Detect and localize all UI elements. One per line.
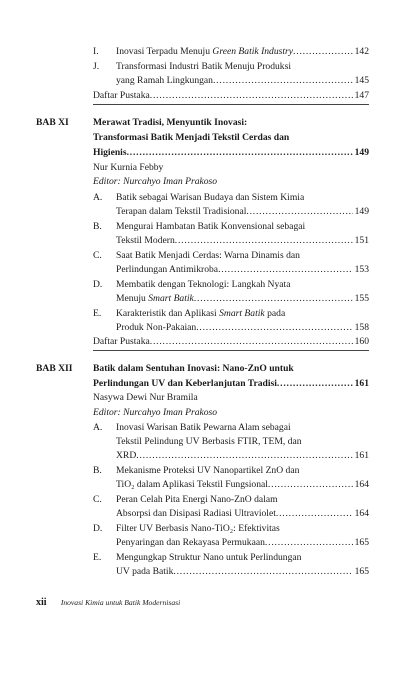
toc-entry-i[interactable] [116,46,369,58]
dot-leader [127,147,353,159]
bab11-e-page: 158 [354,322,369,333]
bab12-c-line2: Absorpsi dan Disipasi Radiasi Ultraviolet [116,508,276,519]
bab12-page: 161 [354,378,369,389]
bab11-editor: Editor: Nurcahyo Iman Prakoso [93,176,218,187]
dot-leader [218,264,353,276]
entry-j-page: 145 [354,75,369,86]
dot-leader [213,75,353,87]
bab12-d-letter: D. [93,523,103,534]
divider [93,104,369,105]
toc-entry-bab11-a[interactable] [116,206,369,218]
bab12-a-line2: Tekstil Pelindung UV Berbasis FTIR, TEM, dan [116,436,302,447]
footer-book-title: Inovasi Kimia untuk Batik Modernisasi [60,598,181,607]
bab11-b-line1: Mengurai Hambatan Batik Konvensional sebagai [116,221,306,232]
bab12-a-line3: XRD [116,450,137,461]
dot-leader [196,322,352,334]
toc-entry-bab11-d[interactable] [116,293,369,305]
bab11-d-letter: D. [93,279,103,290]
bab11-d-line2: Menuju Smart Batik [116,293,194,304]
toc-entry-bab11-e[interactable] [116,322,369,334]
bab11-d-line1: Membatik dengan Teknologi: Langkah Nyata [116,279,291,290]
dot-leader [173,566,352,578]
bab11-e-line2: Produk Non-Pakaian [116,322,197,333]
bab12-b-line2: TiO₂ dalam Aplikasi Tekstil Fungsional [116,479,268,490]
toc-entry-bab11[interactable] [93,147,369,159]
bab12-b-letter: B. [93,465,102,476]
bab11-page: 149 [354,147,369,158]
bab12-d-line1: Filter UV Berbasis Nano-TiO₂: Efektivitas [116,523,280,534]
bab11-a-page: 149 [354,206,369,217]
toc-entry-bab12-d[interactable] [116,537,369,549]
bab11-label: BAB XI [36,117,69,128]
footer-page-number: xii [36,597,47,608]
dot-leader [276,508,353,520]
bab12-title2: Perlindungan UV dan Keberlanjutan Tradisi [93,378,277,389]
bab12-e-letter: E. [93,552,102,563]
toc-entry-bab11-c[interactable] [116,264,369,276]
bab11-daftar-label: Daftar Pustaka [93,336,150,347]
bab11-c-letter: C. [93,250,102,261]
entry-i-page: 142 [354,46,369,57]
dot-leader [293,46,353,58]
entry-i-text: Inovasi Terpadu Menuju Green Batik Industry [116,46,294,57]
dot-leader [136,450,352,462]
bab12-d-page: 165 [354,537,369,548]
bab12-title1: Batik dalam Sentuhan Inovasi: Nano-ZnO untuk [93,363,294,374]
bab12-e-page: 165 [354,566,369,577]
entry-j-letter: J. [93,61,100,72]
toc-entry-bab12-e[interactable] [116,566,369,578]
bab11-d-page: 155 [354,293,369,304]
toc-entry-bab12-a[interactable] [116,450,369,462]
bab12-a-line1: Inovasi Warisan Batik Pewarna Alam sebagai [116,422,291,433]
bab11-b-page: 151 [354,235,369,246]
daftar-page: 147 [354,90,369,101]
dot-leader [150,336,353,348]
toc-entry-daftar-top[interactable] [93,90,369,102]
page-footer [36,597,180,608]
bab12-b-page: 164 [354,479,369,490]
daftar-label: Daftar Pustaka [93,90,150,101]
toc-entry-bab11-daftar[interactable] [93,336,369,348]
bab11-a-line2: Terapan dalam Tekstil Tradisional [116,206,247,217]
dot-leader [277,378,353,390]
bab12-label: BAB XII [36,363,73,374]
bab11-a-line1: Batik sebagai Warisan Budaya dan Sistem Kimia [116,192,305,203]
bab12-a-letter: A. [93,422,103,433]
bab11-c-line2: Perlindungan Antimikroba [116,264,219,275]
bab12-c-line1: Peran Celah Pita Energi Nano-ZnO dalam [116,494,278,505]
bab11-daftar-page: 160 [354,336,369,347]
bab11-a-letter: A. [93,192,103,203]
bab12-e-line2: UV pada Batik [116,566,174,577]
dot-leader [246,206,352,218]
bab11-author: Nur Kurnia Febby [93,162,164,173]
bab12-e-line1: Mengungkap Struktur Nano untuk Perlindungan [116,552,302,563]
bab11-title1: Merawat Tradisi, Menyuntik Inovasi: [93,117,248,128]
toc-entry-bab12[interactable] [93,378,369,390]
dot-leader [150,90,353,102]
bab11-b-letter: B. [93,221,102,232]
bab12-author: Nasywa Dewi Nur Bramila [93,392,198,403]
bab12-a-page: 161 [354,450,369,461]
dot-leader [268,479,353,491]
entry-i-letter: I. [93,46,99,57]
entry-j-line1: Transformasi Industri Batik Menuju Produksi [116,61,291,72]
bab12-d-line2: Penyaringan dan Rekayasa Permukaan [116,537,265,548]
bab12-c-page: 164 [354,508,369,519]
bab11-title2: Transformasi Batik Menjadi Tekstil Cerdas dan [93,132,290,143]
toc-entry-bab11-b[interactable] [116,235,369,247]
toc-entry-j[interactable] [116,75,369,87]
bab12-c-letter: C. [93,494,102,505]
dot-leader [194,293,353,305]
bab12-editor: Editor: Nurcahyo Iman Prakoso [93,407,218,418]
divider [93,350,369,351]
toc-entry-bab12-b[interactable] [116,479,369,491]
dot-leader [175,235,353,247]
entry-j-line2: yang Ramah Lingkungan [116,75,213,86]
bab11-c-page: 153 [354,264,369,275]
bab11-c-line1: Saat Batik Menjadi Cerdas: Warna Dinamis dan [116,250,300,261]
bab11-title3: Higienis [93,147,127,158]
bab11-e-line1: Karakteristik dan Aplikasi Smart Batik pada [116,308,286,319]
bab12-b-line1: Mekanisme Proteksi UV Nanopartikel ZnO dan [116,465,300,476]
toc-entry-bab12-c[interactable] [116,508,369,520]
dot-leader [265,537,353,549]
bab11-b-line2: Tekstil Modern [116,235,175,246]
bab11-e-letter: E. [93,308,102,319]
